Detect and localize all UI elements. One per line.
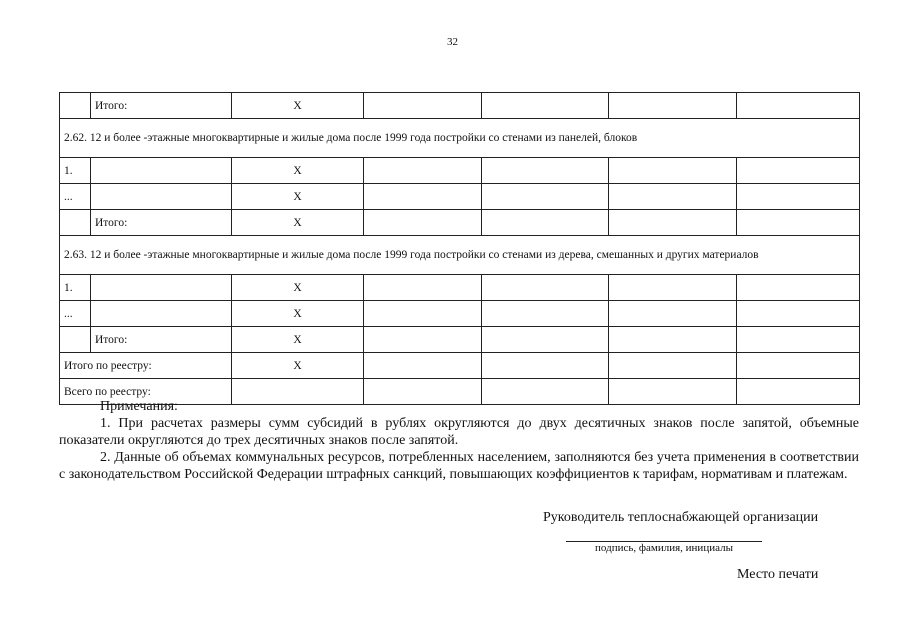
table-row — [60, 119, 860, 158]
registry-table — [59, 92, 860, 405]
empty-cell — [737, 158, 860, 184]
empty-cell — [609, 275, 737, 301]
empty-cell — [609, 93, 737, 119]
row-name-cell: Итого: — [91, 210, 232, 236]
empty-cell — [482, 93, 609, 119]
row-name-cell — [91, 275, 232, 301]
table-row — [60, 158, 860, 184]
empty-cell — [482, 275, 609, 301]
row-number-cell — [60, 210, 91, 236]
stamp-label: Место печати — [737, 567, 819, 582]
row-name-cell — [91, 184, 232, 210]
empty-cell — [737, 93, 860, 119]
x-mark-cell: X — [232, 301, 364, 327]
row-number-cell: 1. — [60, 158, 91, 184]
table-row — [60, 327, 860, 353]
empty-cell — [609, 184, 737, 210]
total-label-cell: Итого по реестру: — [60, 353, 232, 379]
signature-title: Руководитель теплоснабжающей организации — [543, 510, 819, 525]
x-mark-cell: X — [232, 353, 364, 379]
registry-table-body — [60, 93, 860, 405]
note-item-1: 1. При расчетах размеры сумм субсидий в рублях округляются до двух десятичных знаков после запятой, объемные показатели округляются до трех десятичных знаков после запятой. — [59, 416, 859, 448]
notes — [59, 398, 859, 483]
empty-cell — [482, 327, 609, 353]
empty-cell — [482, 353, 609, 379]
empty-cell — [482, 184, 609, 210]
table-row — [60, 353, 860, 379]
empty-cell — [482, 210, 609, 236]
x-mark-cell: X — [232, 327, 364, 353]
row-number-cell: 1. — [60, 275, 91, 301]
empty-cell — [737, 327, 860, 353]
empty-cell — [364, 158, 482, 184]
section-heading-cell: 2.63. 12 и более -этажные многоквартирные и жилые дома после 1999 года постройки со стенами из дерева, смешанных и других материалов — [60, 236, 860, 275]
empty-cell — [609, 158, 737, 184]
empty-cell — [609, 353, 737, 379]
empty-cell — [364, 301, 482, 327]
table-row — [60, 93, 860, 119]
row-number-cell — [60, 93, 91, 119]
row-name-cell: Итого: — [91, 327, 232, 353]
empty-cell — [737, 275, 860, 301]
empty-cell — [609, 301, 737, 327]
page-number: 32 — [447, 36, 458, 48]
empty-cell — [609, 327, 737, 353]
empty-cell — [737, 184, 860, 210]
signature-caption: подпись, фамилия, инициалы — [595, 542, 733, 554]
empty-cell — [364, 353, 482, 379]
section-heading-cell: 2.62. 12 и более -этажные многоквартирные и жилые дома после 1999 года постройки со стенами из панелей, блоков — [60, 119, 860, 158]
row-name-cell — [91, 158, 232, 184]
empty-cell — [482, 301, 609, 327]
empty-cell — [737, 210, 860, 236]
empty-cell — [737, 301, 860, 327]
x-mark-cell: X — [232, 158, 364, 184]
empty-cell — [482, 158, 609, 184]
x-mark-cell: X — [232, 210, 364, 236]
note-item-2: 2. Данные об объемах коммунальных ресурсов, потребленных населением, заполняются без учета применения в соответствии с законодательством Российской Федерации штрафных санкций, повышающих коэффициентов к тарифам, нормативам и платежам. — [59, 450, 859, 482]
empty-cell — [609, 210, 737, 236]
empty-cell — [364, 93, 482, 119]
table-row — [60, 210, 860, 236]
table-row — [60, 301, 860, 327]
x-mark-cell: X — [232, 93, 364, 119]
row-number-cell — [60, 327, 91, 353]
empty-cell — [737, 353, 860, 379]
row-name-cell — [91, 301, 232, 327]
total-label-cell: Всего по реестру: — [60, 379, 232, 405]
empty-cell — [364, 184, 482, 210]
table-row — [60, 275, 860, 301]
x-mark-cell: X — [232, 184, 364, 210]
notes-heading: Примечания: — [100, 399, 178, 414]
row-number-cell: ... — [60, 301, 91, 327]
empty-cell — [364, 210, 482, 236]
x-mark-cell: X — [232, 275, 364, 301]
empty-cell — [364, 275, 482, 301]
table-row — [60, 184, 860, 210]
empty-cell — [364, 327, 482, 353]
row-name-cell: Итого: — [91, 93, 232, 119]
table-row — [60, 236, 860, 275]
row-number-cell: ... — [60, 184, 91, 210]
